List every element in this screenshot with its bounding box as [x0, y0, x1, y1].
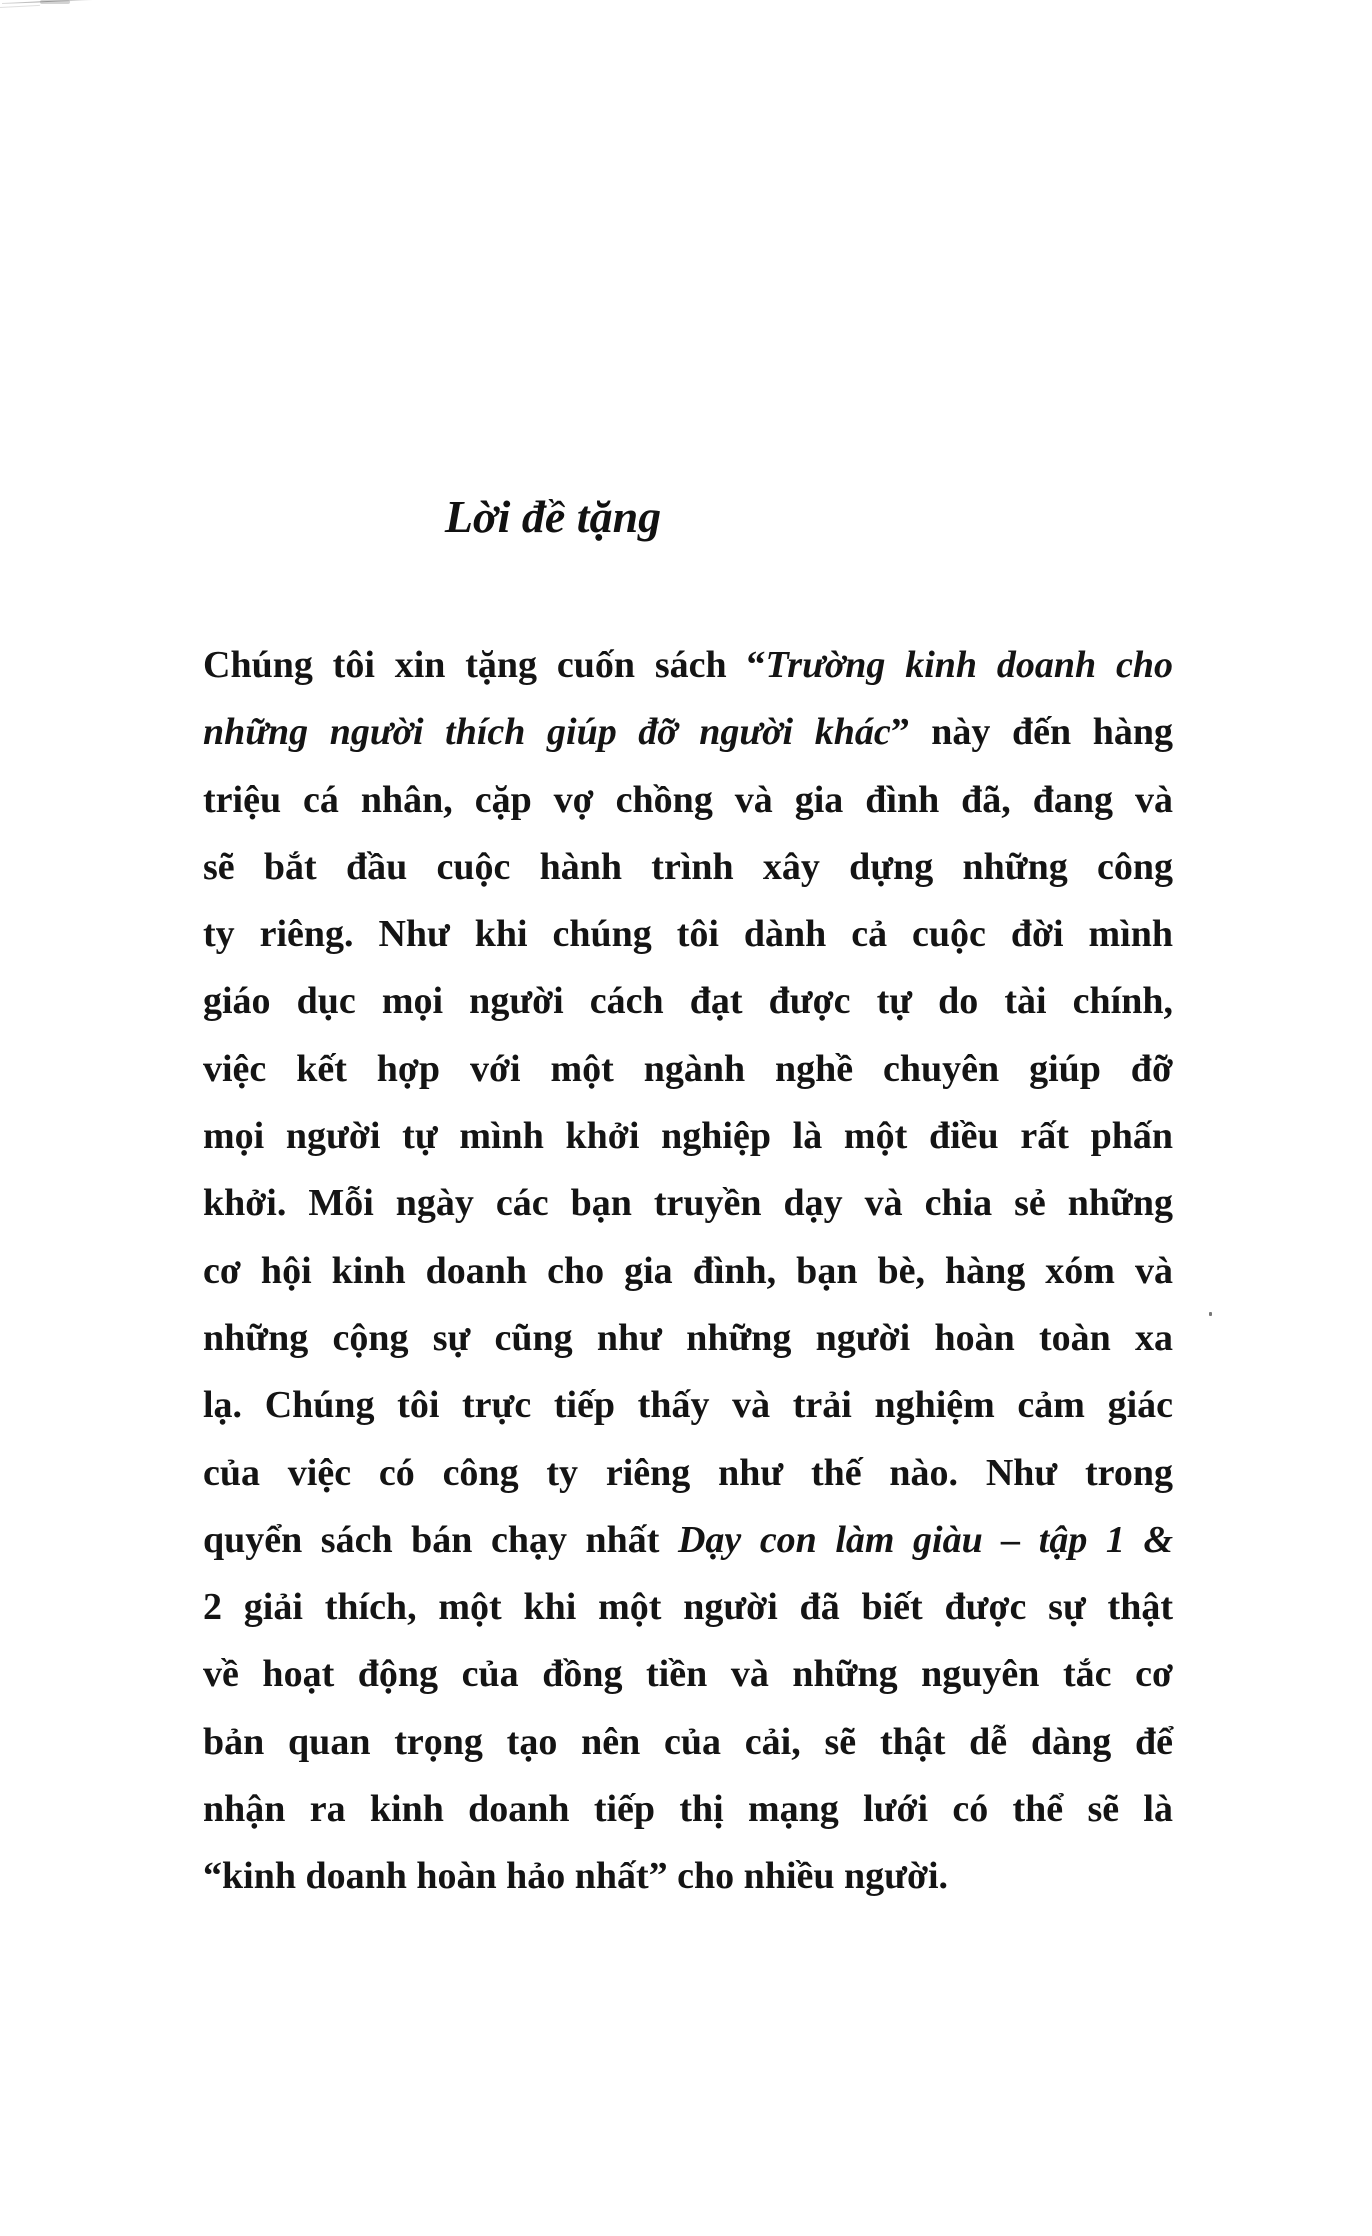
text-segment: những cộng sự cũng như những người hoàn toàn xa — [203, 1316, 1173, 1359]
text-line — [203, 968, 1173, 1035]
text-segment: cơ hội kinh doanh cho gia đình, bạn bè, hàng xóm và — [203, 1249, 1173, 1292]
text-segment: nhận ra kinh doanh tiếp thị mạng lưới có thể sẽ là — [203, 1788, 1173, 1831]
text-segment: về hoạt động của đồng tiền và những nguyên tắc cơ — [203, 1653, 1173, 1696]
text-line — [203, 1776, 1173, 1843]
text-segment: “kinh doanh hoàn hảo nhất” cho nhiều người. — [203, 1855, 949, 1898]
scan-artifact-line — [0, 5, 40, 8]
scan-artifact — [0, 0, 100, 12]
text-line — [203, 1709, 1173, 1776]
text-line — [203, 632, 1173, 699]
text-segment: ty riêng. Như khi chúng tôi dành cả cuộc đời mình — [203, 913, 1173, 956]
text-segment: Chúng tôi xin tặng cuốn sách “ — [203, 644, 766, 686]
text-segment: quyển sách bán chạy nhất — [203, 1518, 678, 1561]
text-line — [203, 767, 1173, 834]
text-line — [203, 1574, 1173, 1641]
dedication-paragraph — [203, 632, 1173, 1911]
italic-text-segment: những người thích giúp đỡ người khác — [203, 711, 891, 754]
text-segment: bản quan trọng tạo nên của cải, sẽ thật dễ dàng để — [203, 1720, 1173, 1763]
text-line — [203, 1641, 1173, 1708]
text-segment: việc kết hợp với một ngành nghề chuyên giúp đỡ — [203, 1047, 1173, 1090]
text-line — [203, 1170, 1173, 1237]
text-line — [203, 1507, 1173, 1574]
text-line — [203, 1103, 1173, 1170]
text-line — [203, 699, 1173, 766]
italic-text-segment: Trường kinh doanh cho — [765, 644, 1173, 686]
text-line — [203, 901, 1173, 968]
text-segment: 2 giải thích, một khi một người đã biết được sự thật — [203, 1586, 1173, 1629]
page-title: Lời đề tặng — [444, 491, 662, 542]
scan-artifact-line — [2, 0, 92, 4]
text-segment: mọi người tự mình khởi nghiệp là một điều rất phấn — [203, 1115, 1173, 1158]
scan-speck — [1209, 1312, 1212, 1316]
text-line — [203, 1440, 1173, 1507]
text-line — [203, 1843, 1173, 1910]
text-line — [203, 1036, 1173, 1103]
text-line — [203, 1372, 1173, 1439]
scan-artifact-smudge — [40, 0, 70, 4]
italic-text-segment: Dạy con làm giàu – tập 1 & — [677, 1518, 1173, 1561]
text-segment: của việc có công ty riêng như thế nào. Như trong — [203, 1451, 1173, 1494]
text-line — [203, 834, 1173, 901]
text-line — [203, 1238, 1173, 1305]
text-segment: triệu cá nhân, cặp vợ chồng và gia đình đã, đang và — [203, 778, 1173, 821]
text-segment: khởi. Mỗi ngày các bạn truyền dạy và chia sẻ những — [203, 1182, 1173, 1225]
text-line — [203, 1305, 1173, 1372]
text-segment: giáo dục mọi người cách đạt được tự do tài chính, — [203, 980, 1173, 1023]
text-segment: ” này đến hàng — [890, 711, 1173, 754]
text-segment: lạ. Chúng tôi trực tiếp thấy và trải nghiệm cảm giác — [203, 1384, 1173, 1427]
text-segment: sẽ bắt đầu cuộc hành trình xây dựng những công — [203, 845, 1173, 888]
